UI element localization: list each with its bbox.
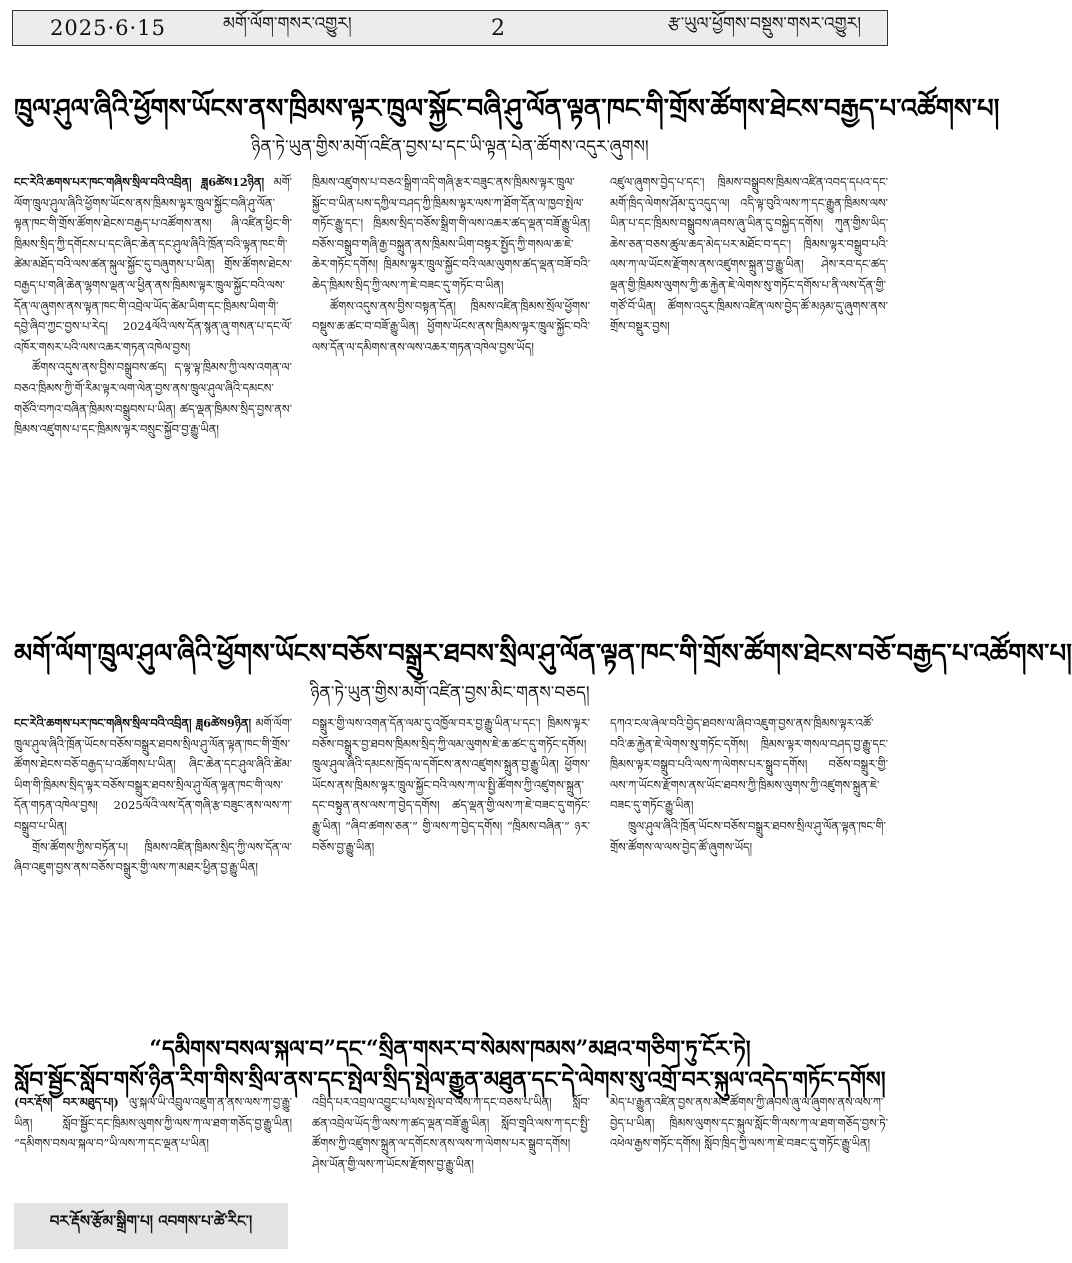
issue-date: 2025·6·15 [50,16,166,40]
article2-byline: ཉིན་ཏེ་ཡུན་གྱིས་མགོ་འཛིན་བྱས་མིང་གནས་བཅད། [310,683,590,703]
article3-headline-line1: “དམིགས་བསལ་སྐལ་བ”དང་“སྲིན་གསར་བ་སེམས་ཁམས”མཐའ་གཅིག་ཏུ་ངོར་ཏེ། [149,1036,751,1062]
article2-column-2 [312,713,590,1013]
paragraph-text: མགོ་ལོག་ཁྲུལ་ཤུལ་ཞིའི་ཁྲོན་ཡོངས་བཅོས་བསྒྲུར་ཐབས་སྲིལ་ཤུ་ལོན་ལྟན་ཁང་གི་གྲོས་ཚོགས་ཐེངས་བཅོ་བརྒྱད་པ་འཚོགས་པ་ཡིན། ཞིང་ཆེན་དང་ཤུལ་ཞིའི་ཚེམ་ཡིག་གི་ཁྲིམས་སྲིད་ལྟར་བཅོས་བསྒྲུར་ཐབས་སྲིལ་ཤུ་ལོན་ལྟན་ཁང་གི་ལས་དོན་གཏན་འཁེལ་བྱས། 2025ལོའི་ལས་དོན་གཞི་རྩ་བཟུང་ནས་ལས་ཀ་བསྒྲུབ་པ་ཡིན། [14,716,292,833]
article-paragraph: ཁྲུལ་ཤུལ་ཞིའི་ཁྲོན་ཡོངས་བཅོས་བསྒྲུར་ཐབས་སྲིལ་ཤུ་ལོན་ལྟན་ཁང་གི་གྲོས་ཚོགས་ལ་ལས་བྱེད་ཚོ་ཞུགས་ཡོད། [610,818,886,854]
article1-headline: ཁྲུལ་ཤུལ་ཞིའི་ཕྱོགས་ཡོངས་ནས་ཁྲིམས་ལྟར་ཁྲུལ་སྐྱོང་བཞི་ཤུ་ལོན་ལྟན་ཁང་གི་གྲོས་ཚོགས་ཐེངས་བརྒྱད་པ་འཚོགས་པ། [14,94,1000,124]
article-paragraph [14,713,292,837]
article3-column-3 [610,1092,888,1252]
article-paragraph: གྲོས་ཚོགས་ཀྱིས་བཏོན་པ། ཁྲིམས་འཛིན་ཁྲིམས་སྲིད་ཀྱི་ལས་དོན་ལ་ཞིབ་འཇུག་བྱས་ནས་བཅོས་བསྒྲུར་གྱི་ལས་ཀ་མཐར་ཕྱིན་བྱ་རྒྱུ་ཡིན། [14,839,292,875]
article-paragraph [14,1092,292,1154]
paragraph-text: ལུ་སྐལ་ཡི་འབྲུལ་འཇུག་ན་ནས་ལས་ཀ་བྱ་རྒྱུ་ཡིན། སློབ་སྦྱོང་དང་ཁྲིམས་ལུགས་ཀྱི་ལས་ཀ་ལ་ཐག་གཅོད་བྱ་རྒྱུ་ཡིན། “དམིགས་བསལ་སྐལ་བ”ཡི་ལས་ཀ་དང་ལྡན་པ་ཡིན། [14,1095,293,1151]
editor-credit-box: བར་རྡོས་རྩོམ་སྒྲིག་པ། འབགས་པ་ཚེ་རིང་། [14,1203,288,1249]
masthead-left-title: མགོ་ལོག་གསར་འགྱུར། [223,14,352,34]
article1-column-3 [610,172,888,602]
article1-column-1 [14,172,292,602]
article-paragraph [14,172,292,357]
article1-column-2 [312,172,590,602]
article2-column-3 [610,713,888,1013]
article-paragraph: ཚོགས་འདུས་ནས་བྱིས་བསྟན་དོན། ཁྲིམས་འཛིན་ཁྲིམས་སྲོལ་ཕྱོགས་བསྡུས་ཆ་ཚང་བ་བཟོ་རྒྱུ་ཡིན། ཕྱོགས་ཡོངས་ནས་ཁྲིམས་ལྟར་ཁྲུལ་སྐྱོང་བའི་ལས་དོན་ལ་དམིགས་ནས་ལས་འཆར་གཏན་འཁེལ་བྱས་ཡོད། [312,298,590,354]
article2-headline: མགོ་ལོག་ཁྲུལ་ཤུལ་ཞིའི་ཕྱོགས་ཡོངས་བཅོས་བསྒྲུར་ཐབས་སྲིལ་ཤུ་ལོན་ལྟན་ཁང་གི་གྲོས་ཚོགས་ཐེངས་བཅོ་བརྒྱད་པ་འཚོགས་པ། [14,639,1072,669]
article3-headline-line2: སློབ་སྦྱོང་སློབ་གསོ་ཉིན་རིག་གིས་སྲིལ་ནས་དང་སྤེལ་སྲིད་སྤེལ་རྒྱུན་མཐུན་དང་དེ་ལེགས་སུ་འགྲོ་བར་སྐུལ་འདེད་གཏོང་དགོས། [14,1067,886,1093]
article-paragraph: འབྲིད་པར་འབྲལ་འབྱུང་པ་ལས་སྤེལ་བ་ལས་ཀ་དང་བཅས་པ་ཡིན། སློབ་ཚན་འབྲེལ་ཡོད་ཀྱི་ལས་ཀ་ཚད་ལྡན་བཟོ་རྒྱུ་ཡིན། སློབ་གྲྭའི་ལས་ཀ་དང་སྤྱི་ཚོགས་ཀྱི་འཛུགས་སྐྲུན་ལ་དགོངས་ནས་ལས་ཀ་ལེགས་པར་སྒྲུབ་དགོས། ཤེས་ཡོན་གྱི་ལས་ཀ་ཡོངས་རྫོགས་བྱ་རྒྱུ་ཡིན། [312,1095,590,1171]
article1-byline: ཉིན་ཏེ་ཡུན་གྱིས་མགོ་འཛིན་བྱས་པ་དང་ཡི་ལྟན་པེན་ཚོགས་འདུར་ཞུགས། [251,137,649,157]
editor-note: (བར་རྡོས། བར་མཐུད་པ།) [14,1095,119,1109]
dateline: ངང་རེའི་ཆགས་པར་ཁང་གཞིས་སྲིལ་བའི་འབྲིན། ཟླ6ཚེས12ཉིན། [14,175,264,189]
article2-body [14,713,888,1013]
article-paragraph: འཛུལ་ཞུགས་བྱེད་པ་དང་། ཁྲིམས་བསྒྲུབས་ཁྲིམས་འཛིན་འབད་དཔའ་དང་མགོ་ཁྲིད་ལེགས་ཤོམ་དུ་འདུད་ལ། འདི་ལྟ་བུའི་ལས་ཀ་དང་རྒྱུན་ཁྲིམས་ལས་ཡིན་པ་དང་ཁྲིམས་བསྒྲུབས་ཞབས་ཞུ་ཡིན་དུ་བསྐྱེད་དགོས། ཀུན་གྱིས་ཡིད་ཆེས་ཅན་བཅས་ཚུལ་ཆད་མེད་པར་མཐོང་བ་དང་། ཁྲིམས་ལྟར་བསྒྲུབ་པའི་ལས་ཀ་ལ་ཡོངས་རྫོགས་ནས་འཛུགས་སྐྲུན་བྱ་རྒྱུ་ཡིན། ཤེས་རབ་དང་ཚད་ལྡན་གྱི་ཁྲིམས་ལུགས་ཀྱི་ཆ་རྐྱེན་ཇེ་ལེགས་སུ་གཏོང་དགོས་པ་ནི་ལས་དོན་གྱི་གཙོ་བོ་ཡིན། ཚོགས་འདུར་ཁྲིམས་འཛིན་ལས་བྱེད་ཚོ་མཉམ་དུ་ཞུགས་ནས་གྲོས་བསྡུར་བྱས། [610,175,888,334]
page-number: 2 [491,15,505,41]
article2-column-1 [14,713,292,1013]
article-paragraph: ཁྲིམས་འཛུགས་པ་བཅའ་སྒྲིག་འདི་གཞི་རྩར་བཟུང་ནས་ཁྲིམས་ལྟར་ཁྲུལ་སྐྱོང་བ་ཡིན་པས་དཀྱིལ་བཤད་ཀྱི་ཁྲིམས་ལྟར་ལས་ཀ་ཐོག་དོན་ལ་ཁྱབ་སྤེལ་གཏོང་རྒྱུ་དང་། ཁྲིམས་སྲིད་བཅོས་སྒྲིག་གི་ལས་འཆར་ཚད་ལྡན་བཟོ་རྒྱུ་ཡིན། བཅོས་བསྒྲུབ་གཞི་རྒྱ་བསྐྲུན་ནས་ཁྲིམས་ཡིག་བསྟར་སྤྱོད་ཀྱི་གསལ་ཆ་ཇེ་ཆེར་གཏོང་དགོས། ཁྲིམས་ལྟར་ཁྲུལ་སྐྱོང་བའི་ལམ་ལུགས་ཚད་ལྡན་བཟོ་བའི་ཆེད་ཁྲིམས་སྲིད་ཀྱི་ལས་ཀ་ཇེ་བཟང་དུ་གཏོང་བ་ཡིན། [312,175,590,292]
article1-body [14,172,888,602]
dateline: ངང་རེའི་ཆགས་པར་ཁང་གཞིས་སྲིལ་བའི་འབྲིན། ཟླ6ཚེས9ཉིན། [14,716,251,730]
article3-column-1 [14,1092,292,1196]
article-paragraph: མེད་པ་རྒྱུན་འཛིན་བྱས་ནས་མང་ཚོགས་ཀྱི་ཞབས་ཞུ་ལ་ཞུགས་ནས་ལས་ཀ་བྱེད་པ་ཡིན། ཁྲིམས་ལུགས་དང་སྐུལ་སློང་གི་ལས་ཀ་ལ་ཐག་གཅོད་བྱས་ཏེ་འཕེལ་རྒྱས་གཏོང་དགོས། སློབ་ཁྲིད་ཀྱི་ལས་ཀ་ཇེ་བཟང་དུ་གཏོང་རྒྱུ་ཡིན། [610,1095,888,1151]
article-paragraph: ཚོགས་འདུས་ནས་བྱིས་བསྒྲུབས་ཚད། ད་ལྟ་ལྟ་ཁྲིམས་ཀྱི་ལས་འགན་ལ་བཅའ་ཁྲིམས་ཀྱི་གོ་རིམ་ལྟར་ལག་ལེན་བྱས་ནས་ཁྲུལ་ཤུལ་ཞིའི་དམངས་གཙོའི་བཀའ་བཞིན་ཁྲིམས་བསྒྲུབས་པ་ཡིན། ཚད་ལྡན་ཁྲིམས་སྲིད་བྱས་ནས་ཁྲིམས་འཛུགས་པ་དང་ཁྲིམས་ལྟར་བསྲུང་སྐྱོབ་བྱ་རྒྱུ་ཡིན། [14,360,292,437]
article-paragraph: དཀའ་ངལ་ཞེལ་བའི་བྱེད་ཐབས་ལ་ཞིབ་འཇུག་བྱས་ནས་ཁྲིམས་ལྟར་འཚོ་བའི་ཆ་རྐྱེན་ཇེ་ལེགས་སུ་གཏོང་དགོས། ཁྲིམས་ལྟར་གསལ་བཤད་བྱ་རྒྱུ་དང་ཁྲིམས་ལྟར་བསྒྲུབ་པའི་ལས་ཀ་ལེགས་པར་སྒྲུབ་དགོས། བཅོས་བསྒྲུར་གྱི་ལས་ཀ་ཡོངས་རྫོགས་ནས་ཡོང་ཐབས་ཀྱི་ཁྲིམས་ལུགས་ཀྱི་འཛུགས་སྐྲུན་ཇེ་བཟང་དུ་གཏོང་རྒྱུ་ཡིན། [610,716,888,813]
article3-column-2 [312,1092,590,1252]
article-paragraph: བསྒྲུར་གྱི་ལས་འགན་དོན་ལམ་དུ་འཁྱོལ་བར་བྱ་རྒྱུ་ཡིན་པ་དང་། ཁྲིམས་ལྟར་བཅོས་བསྒྲུར་བྱ་ཐབས་ཁྲིམས་སྲིད་ཀྱི་ལམ་ལུགས་ཇེ་ཆ་ཚང་དུ་གཏོང་དགོས། ཁྲུལ་ཤུལ་ཞིའི་དམངས་ཁྲོད་ལ་དགོངས་ནས་འཛུགས་སྐྲུན་བྱ་རྒྱུ་ཡིན། ཕྱོགས་ཡོངས་ནས་ཁྲིམས་ལྟར་ཁྲུལ་སྐྱོང་བའི་ལས་ཀ་ལ་སྤྱི་ཚོགས་ཀྱི་འཛུགས་སྐྲུན་དང་བསྟུན་ནས་ལས་ཀ་བྱེད་དགོས། ཚད་ལྡན་གྱི་ལས་ཀ་ཇེ་བཟང་དུ་གཏོང་རྒྱུ་ཡིན། “ཞིབ་ཚགས་ཅན་” གྱི་ལས་ཀ་བྱེད་དགོས། “ཁྲིམས་བཞིན་” ཉར་བཅོས་བྱ་རྒྱུ་ཡིན། [312,716,590,854]
masthead [12,10,888,46]
paragraph-text: མགོ་ལོག་ཁྲུལ་ཤུལ་ཞིའི་ཕྱོགས་ཡོངས་ནས་ཁྲིམས་ལྟར་ཁྲུལ་སྐྱོང་བཞི་ཤུ་ལོན་ལྟན་ཁང་གི་གྲོས་ཚོགས་ཐེངས་བརྒྱད་པ་འཚོགས་ནས། ཞི་འཛིན་ཕྱིང་གི་ཁྲིམས་སྲིད་ཀྱི་དགོངས་པ་དང་ཞིང་ཆེན་དང་ཤུལ་ཞིའི་ཁྲོན་བའི་ལྟན་ཁང་གི་ཚེམ་མཐོད་བའི་ལས་ཚན་སྐུལ་སྐྱོང་དུ་བཞུགས་པ་ཡིན། གྲོས་ཚོགས་ཐེངས་བརྒྱད་པ་གཞི་ཆེན་ལྷགས་ལྡན་ལ་ཕྱིན་ནས་ཁྲིམས་ལྟར་ཁྲུལ་སྐྱོང་བའི་ལས་དོན་ལ་ཞུགས་ནས་ལྟན་ཁང་གི་འབྲེལ་ཡོད་ཚེམ་ཡིག་དང་ཁྲིམས་ཡིག་གི་དབྱེ་ཞིབ་ཀྱང་བྱས་པ་རེད། 2024ལོའི་ལས་དོན་སྙན་ཞུ་གསན་པ་དང་ལོ་འཁོར་གསར་པའི་ལས་འཆར་གཏན་འཁེལ་བྱས། [14,175,292,354]
masthead-right-title: རྩ་ཡུལ་ཕྱོགས་བསྡུས་གསར་འགྱུར། [667,14,861,34]
